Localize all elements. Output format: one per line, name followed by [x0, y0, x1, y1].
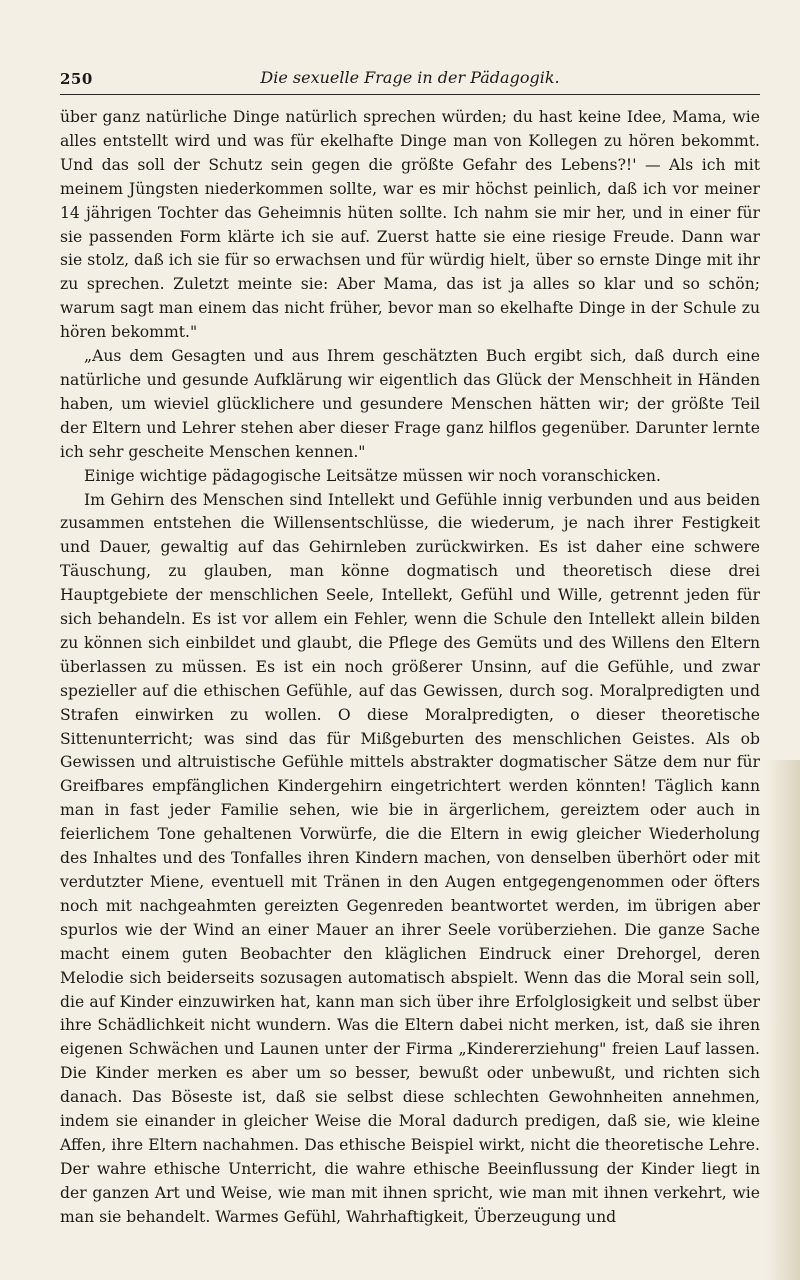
running-head: Die sexuelle Frage in der Pädagogik. [260, 68, 560, 87]
header-rule [60, 94, 760, 95]
page-header [60, 66, 760, 94]
paragraph: über ganz natürliche Dinge natürlich sprechen würden; du hast keine Idee, Mama, wie alles entstellt wird und was für ekelhafte Dinge man von Kollegen zu hören bekommt. Und das soll der Schutz sein gegen die größte Gefahr des Lebens?!' — Als ich mit meinem Jüngsten niederkommen sollte, war es mir höchst peinlich, daß ich vor meiner 14 jährigen Tochter das Geheimnis hüten sollte. Ich nahm sie mir her, und in einer für sie passenden Form klärte ich sie auf. Zuerst hatte sie eine riesige Freude. Dann war sie stolz, daß ich sie für so erwachsen und für würdig hielt, über so ernste Dinge mit ihr zu sprechen. Zuletzt meinte sie: Aber Mama, das ist ja alles so klar und so schön; warum sagt man einem das nicht früher, bevor man so ekelhafte Dinge in der Schule zu hören bekommt." [60, 108, 760, 342]
paragraph: Im Gehirn des Menschen sind Intellekt und Gefühle innig verbunden und aus beiden zusammen entstehen die Willensentschlüsse, die wiederum, je nach ihrer Festigkeit und Dauer, gewaltig auf das Gehirnleben zurückwirken. Es ist daher eine schwere Täuschung, zu glauben, man könne dogmatisch und theoretisch diese drei Hauptgebiete der menschlichen Seele, Intellekt, Gefühl und Wille, getrennt jeden für sich behandeln. Es ist vor allem ein Fehler, wenn die Schule den Intellekt allein bilden zu können sich einbildet und glaubt, die Pflege des Gemüts und des Willens den Eltern überlassen zu müssen. Es ist ein noch größerer Unsinn, auf die Gefühle, und zwar spezieller auf die ethischen Gefühle, auf das Gewissen, durch sog. Moralpredigten und Strafen einwirken zu wollen. O diese Moralpredigten, o dieser theoretische Sittenunterricht; was sind das für Mißgeburten des menschlichen Geistes. Als ob Gewissen und altruistische Gefühle mittels abstrakter dogmatischer Sätze dem nur für Greifbares empfänglichen Kindergehirn eingetrichtert werden könnten! Täglich kann man in fast jeder Familie sehen, wie bie in ärgerlichem, gereiztem oder auch in feierlichem Tone gehaltenen Vorwürfe, die die Eltern in ewig gleicher Wiederholung des Inhaltes und des Tonfalles ihren Kindern machen, von denselben überhört oder mit verdutzter Miene, eventuell mit Tränen in den Augen entgegengenommen oder öfters noch mit nachgeahmten gereizten Gegenreden beantwortet werden, im übrigen aber spurlos wie der Wind an einer Mauer an ihrer Seele vorüberziehen. Die ganze Sache macht einem guten Beobachter den kläglichen Eindruck einer Drehorgel, deren Melodie sich beiderseits sozusagen automatisch abspielt. Wenn das die Moral sein soll, die auf Kinder einzuwirken hat, kann man sich über ihre Erfolglosigkeit und selbst über ihre Schädlichkeit nicht wundern. Was die Eltern dabei nicht merken, ist, daß sie ihren eigenen Schwächen und Launen unter der Firma „Kindererziehung" freien Lauf lassen. Die Kinder merken es aber um so besser, bewußt oder unbewußt, und richten sich danach. Das Böseste ist, daß sie selbst diese schlechten Gewohnheiten annehmen, indem sie einander in gleicher Weise die Moral dadurch predigen, daß sie, wie kleine Affen, ihre Eltern nachahmen. Das ethische Beispiel wirkt, nicht die theoretische Lehre. Der wahre ethische Unterricht, die wahre ethische Beeinflussung der Kinder liegt in der ganzen Art und Weise, wie man mit ihnen spricht, wie man mit ihnen verkehrt, wie man sie behandelt. Warmes Gefühl, Wahrhaftigkeit, Überzeugung und [60, 490, 760, 1226]
page-edge-shadow [766, 760, 800, 1280]
paragraph: Einige wichtige pädagogische Leitsätze müssen wir noch voranschicken. [84, 466, 661, 485]
paragraph: „Aus dem Gesagten und aus Ihrem geschätzten Buch ergibt sich, daß durch eine natürliche und gesunde Aufklärung wir eigentlich das Glück der Menschheit in Händen haben, um wieviel glücklichere und gesundere Menschen hätten wir; der größte Teil der Eltern und Lehrer stehen aber dieser Frage ganz hilflos gegenüber. Darunter lernte ich sehr gescheite Menschen kennen." [60, 347, 760, 461]
page-number: 250 [60, 70, 93, 88]
body-text [60, 106, 760, 1230]
